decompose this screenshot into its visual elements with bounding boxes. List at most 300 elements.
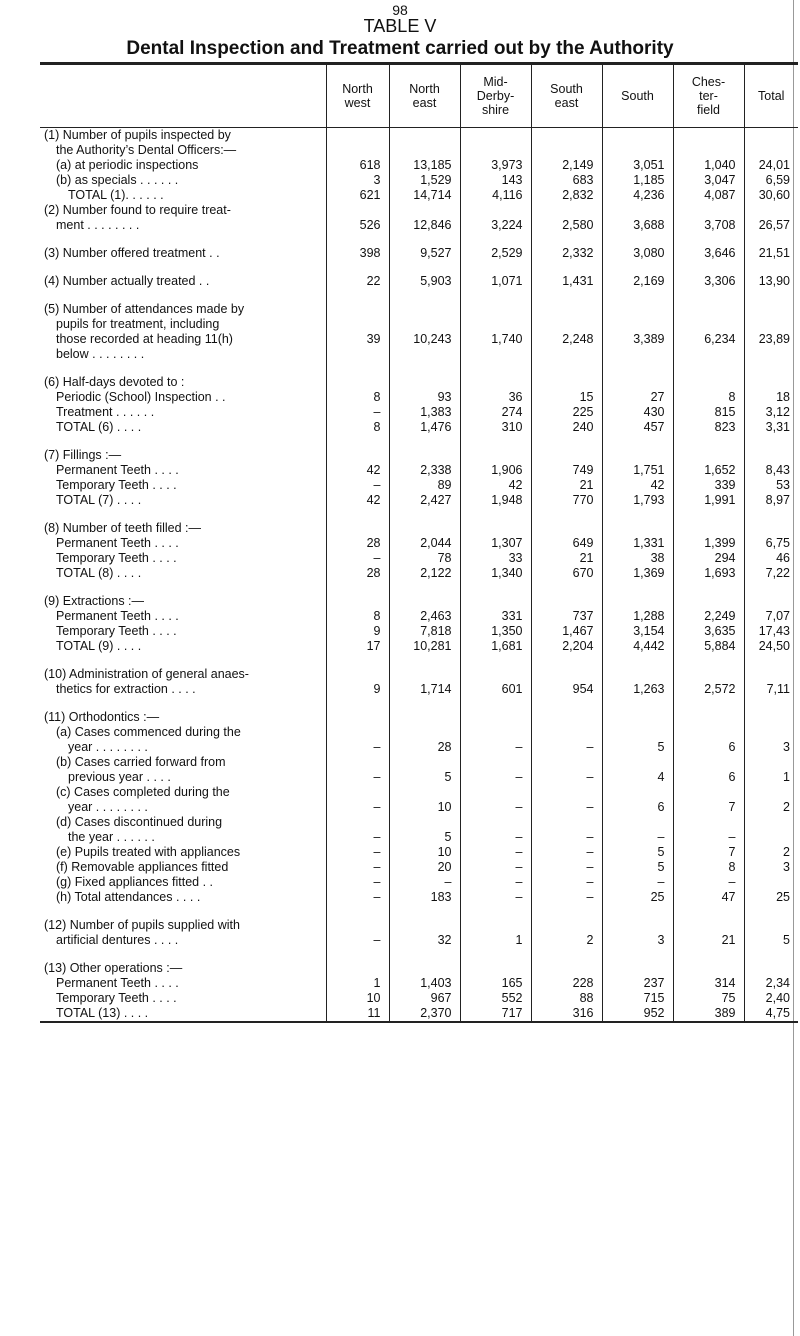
cell-value: 1,467 (562, 624, 594, 638)
row-label-line: (e) Pupils treated with appliances (56, 845, 241, 859)
col-header (389, 64, 460, 128)
cell-value: – (586, 875, 594, 889)
cell-value (603, 203, 665, 218)
cell-value (532, 128, 594, 143)
cell-value: 143 (501, 173, 523, 187)
value-cell (460, 697, 531, 905)
cell-value (745, 347, 791, 362)
value-cell (744, 697, 798, 905)
cell-value: 1,403 (420, 976, 452, 990)
col-header-line: east (554, 96, 579, 110)
cell-value: 952 (643, 1006, 665, 1020)
cell-value: – (373, 800, 381, 814)
cell-value: 8,43 (765, 463, 790, 477)
value-cell (389, 128, 460, 204)
cell-value (327, 302, 381, 317)
cell-value (532, 667, 594, 682)
cell-value: 2,169 (633, 274, 665, 288)
cell-value: 3,306 (704, 274, 736, 288)
cell-value: 28 (366, 536, 381, 550)
cell-value: – (728, 875, 736, 889)
value-cell (326, 508, 389, 581)
value-cell (389, 654, 460, 697)
cell-value (390, 375, 452, 390)
cell-value: 5 (657, 845, 665, 859)
cell-value (327, 594, 381, 609)
table-row (40, 289, 798, 362)
cell-value (674, 710, 736, 725)
cell-value: 3,646 (704, 246, 736, 260)
table-row (40, 128, 798, 204)
cell-value: 88 (579, 991, 594, 1005)
cell-value: 8 (728, 390, 736, 404)
value-cell (744, 362, 798, 435)
cell-value: 9 (373, 624, 381, 638)
cell-value: – (373, 845, 381, 859)
cell-value: 1,263 (633, 682, 665, 696)
value-cell (602, 581, 673, 654)
cell-value: 10 (437, 800, 452, 814)
value-cell (602, 948, 673, 1022)
value-cell (531, 233, 602, 261)
cell-value (603, 448, 665, 463)
cell-value: 1,307 (491, 536, 523, 550)
cell-value: 4,116 (492, 188, 523, 202)
cell-value: 1,681 (491, 639, 523, 653)
cell-value (461, 203, 523, 218)
cell-value: 398 (359, 246, 381, 260)
col-header (602, 64, 673, 128)
cell-value: 1,740 (491, 332, 523, 346)
dental-inspection-table (40, 62, 798, 1023)
cell-value: 618 (359, 158, 381, 172)
cell-value (327, 725, 381, 740)
value-cell (531, 128, 602, 204)
cell-value: 823 (714, 420, 736, 434)
row-label-line: (5) Number of attendances made by (44, 302, 245, 316)
cell-value: 715 (643, 991, 665, 1005)
row-label-line: Permanent Teeth . . . . (56, 609, 179, 623)
cell-value: – (515, 845, 523, 859)
cell-value (327, 815, 381, 830)
cell-value: 3,389 (633, 332, 665, 346)
cell-value: 1 (515, 933, 523, 947)
cell-value: 75 (721, 991, 736, 1005)
cell-value: – (515, 890, 523, 904)
col-header-line: Ches- (691, 75, 726, 89)
row-label-line: (a) Cases commenced during the (56, 725, 241, 739)
cell-value (390, 347, 452, 362)
cell-value: – (515, 875, 523, 889)
row-label-line: Periodic (School) Inspection . . (56, 390, 226, 404)
cell-value: 4,442 (633, 639, 665, 653)
cell-value: 1,991 (704, 493, 736, 507)
cell-value (461, 448, 523, 463)
value-cell (460, 508, 531, 581)
col-header-line: Total (758, 89, 785, 103)
cell-value: – (373, 740, 381, 754)
row-label-line: (9) Extractions :— (44, 594, 145, 608)
cell-value: – (586, 845, 594, 859)
cell-value: 46 (776, 551, 790, 565)
cell-value: 3 (783, 860, 790, 874)
cell-value (532, 755, 594, 770)
cell-value: 5 (444, 830, 452, 844)
value-cell (531, 362, 602, 435)
cell-value (674, 375, 736, 390)
value-cell (326, 654, 389, 697)
cell-value: 683 (572, 173, 594, 187)
value-cell (389, 289, 460, 362)
value-cell (602, 697, 673, 905)
cell-value: 339 (714, 478, 736, 492)
cell-value: 1 (373, 976, 381, 990)
row-label-line: TOTAL (1). . . . . . (68, 188, 164, 202)
cell-value: 2,248 (562, 332, 594, 346)
cell-value (327, 755, 381, 770)
cell-value (674, 725, 736, 740)
cell-value: 670 (572, 566, 594, 580)
cell-value: 3,708 (704, 218, 736, 232)
cell-value (603, 375, 665, 390)
value-cell (744, 233, 798, 261)
value-cell (744, 508, 798, 581)
cell-value: 6,59 (765, 173, 790, 187)
cell-value: 89 (437, 478, 452, 492)
cell-value: 1,399 (704, 536, 736, 550)
cell-value (674, 317, 736, 332)
row-label-line: (2) Number found to require treat- (44, 203, 231, 217)
row-label-line: artificial dentures . . . . (56, 933, 179, 947)
cell-value: 42 (366, 463, 381, 477)
cell-value: 23,89 (758, 332, 790, 346)
cell-value: – (373, 770, 381, 784)
cell-value (532, 448, 594, 463)
cell-value (461, 143, 523, 158)
cell-value (745, 143, 791, 158)
value-cell (744, 261, 798, 289)
cell-value: – (373, 830, 381, 844)
cell-value (674, 128, 736, 143)
cell-value (745, 317, 791, 332)
value-cell (389, 233, 460, 261)
cell-value: 737 (572, 609, 594, 623)
value-cell (460, 905, 531, 948)
row-label-line: Temporary Teeth . . . . (56, 551, 177, 565)
cell-value: 8 (373, 609, 381, 623)
cell-value: 10,281 (413, 639, 452, 653)
cell-value: 225 (572, 405, 594, 419)
cell-value (461, 317, 523, 332)
cell-value: 38 (650, 551, 665, 565)
cell-value (745, 128, 791, 143)
row-label-line: (h) Total attendances . . . . (56, 890, 201, 904)
cell-value: 13,185 (413, 158, 452, 172)
cell-value: 22 (366, 274, 381, 288)
cell-value: 2,338 (420, 463, 452, 477)
cell-value (532, 143, 594, 158)
value-cell (602, 203, 673, 233)
row-label-line: pupils for treatment, including (56, 317, 220, 331)
value-cell (326, 289, 389, 362)
table-row (40, 233, 798, 261)
row-label-line: (6) Half-days devoted to : (44, 375, 185, 389)
value-cell (744, 289, 798, 362)
cell-value (390, 710, 452, 725)
row-label-line: (4) Number actually treated . . (44, 274, 210, 288)
col-header (326, 64, 389, 128)
row-label-line: (f) Removable appliances fitted (56, 860, 229, 874)
value-cell (460, 203, 531, 233)
row-label-line: those recorded at heading 11(h) (56, 332, 233, 346)
cell-value: 649 (572, 536, 594, 550)
cell-value: – (515, 830, 523, 844)
cell-value (745, 302, 791, 317)
value-cell (531, 508, 602, 581)
cell-value: 42 (366, 493, 381, 507)
cell-value (674, 521, 736, 536)
row-label-line: previous year . . . . (68, 770, 171, 784)
cell-value (390, 317, 452, 332)
cell-value (461, 725, 523, 740)
cell-value: 12,846 (413, 218, 452, 232)
value-cell (389, 261, 460, 289)
cell-value: 1,751 (633, 463, 665, 477)
cell-value (461, 710, 523, 725)
row-label-line: (11) Orthodontics :— (44, 710, 160, 724)
table-row (40, 508, 798, 581)
cell-value (745, 594, 791, 609)
cell-value: 815 (714, 405, 736, 419)
cell-value: 7,07 (765, 609, 790, 623)
cell-value (603, 785, 665, 800)
cell-value: 954 (572, 682, 594, 696)
cell-value (461, 961, 523, 976)
cell-value (532, 521, 594, 536)
cell-value: 2,427 (420, 493, 452, 507)
cell-value: 8 (373, 390, 381, 404)
cell-value: 240 (572, 420, 594, 434)
row-label-line: (a) at periodic inspections (56, 158, 199, 172)
cell-value: 2,204 (562, 639, 594, 653)
cell-value: 274 (501, 405, 523, 419)
cell-value (532, 203, 594, 218)
row-label (40, 905, 326, 948)
cell-value (390, 143, 452, 158)
cell-value: – (586, 890, 594, 904)
value-cell (389, 905, 460, 948)
cell-value (532, 594, 594, 609)
value-cell (460, 654, 531, 697)
col-header-line: east (412, 96, 437, 110)
col-header (673, 64, 744, 128)
table-row (40, 203, 798, 233)
cell-value: 8,97 (765, 493, 790, 507)
value-cell (744, 654, 798, 697)
row-label-line: (b) as specials . . . . . . (56, 173, 179, 187)
cell-value: 2 (783, 800, 790, 814)
table-row (40, 948, 798, 1022)
col-header-line: field (697, 103, 720, 117)
cell-value (327, 203, 381, 218)
cell-value: 1,288 (633, 609, 665, 623)
value-cell (326, 581, 389, 654)
cell-value: – (728, 830, 736, 844)
cell-value: 5 (657, 860, 665, 874)
cell-value: 5,903 (420, 274, 452, 288)
cell-value: 24,50 (758, 639, 790, 653)
cell-value: 1,714 (420, 682, 452, 696)
cell-value (327, 375, 381, 390)
value-cell (326, 233, 389, 261)
cell-value (745, 203, 791, 218)
cell-value: 7 (728, 800, 736, 814)
col-header-line: Mid- (483, 75, 508, 89)
cell-value (532, 785, 594, 800)
cell-value: – (373, 860, 381, 874)
cell-value (745, 875, 791, 890)
row-label-line: year . . . . . . . . (68, 740, 148, 754)
col-header-line: South (621, 89, 654, 103)
cell-value: 24,01 (758, 158, 790, 172)
cell-value (390, 785, 452, 800)
cell-value (532, 710, 594, 725)
cell-value (745, 710, 791, 725)
cell-value: 3 (783, 740, 790, 754)
cell-value (327, 128, 381, 143)
cell-value (461, 667, 523, 682)
row-label-line: (b) Cases carried forward from (56, 755, 226, 769)
cell-value (532, 918, 594, 933)
cell-value: 3,224 (491, 218, 523, 232)
cell-value (532, 317, 594, 332)
cell-value: 310 (501, 420, 523, 434)
cell-value: 2,249 (704, 609, 736, 623)
value-cell (326, 362, 389, 435)
value-cell (602, 128, 673, 204)
cell-value: 17 (366, 639, 381, 653)
cell-value (603, 521, 665, 536)
table-row (40, 261, 798, 289)
cell-value (674, 302, 736, 317)
cell-value (390, 755, 452, 770)
cell-value (745, 375, 791, 390)
cell-value: 314 (714, 976, 736, 990)
row-label-line: (10) Administration of general anaes- (44, 667, 249, 681)
row-label (40, 362, 326, 435)
cell-value: 457 (643, 420, 665, 434)
cell-value: 26,57 (758, 218, 790, 232)
cell-value: 2,149 (562, 158, 594, 172)
cell-value (745, 918, 791, 933)
value-cell (744, 435, 798, 508)
row-label-line: Permanent Teeth . . . . (56, 536, 179, 550)
cell-value (674, 918, 736, 933)
cell-value: 6 (728, 770, 736, 784)
value-cell (673, 261, 744, 289)
cell-value (327, 667, 381, 682)
cell-value (745, 830, 791, 845)
cell-value: 5 (657, 740, 665, 754)
cell-value: 3,635 (704, 624, 736, 638)
cell-value: – (586, 800, 594, 814)
col-header-line: North (342, 82, 373, 96)
value-cell (673, 233, 744, 261)
cell-value: 430 (643, 405, 665, 419)
row-label (40, 203, 326, 233)
cell-value: 3,051 (633, 158, 665, 172)
cell-value (603, 594, 665, 609)
cell-value: 18 (776, 390, 790, 404)
cell-value: 42 (650, 478, 665, 492)
value-cell (531, 203, 602, 233)
value-cell (531, 905, 602, 948)
col-header-line: Derby- (476, 89, 515, 103)
cell-value: 1 (783, 770, 790, 784)
cell-value: 4 (657, 770, 665, 784)
value-cell (460, 948, 531, 1022)
cell-value (745, 667, 791, 682)
cell-value (674, 143, 736, 158)
cell-value (603, 317, 665, 332)
cell-value: 1,906 (491, 463, 523, 477)
cell-value (327, 785, 381, 800)
cell-value: 2,463 (420, 609, 452, 623)
value-cell (389, 203, 460, 233)
cell-value: 3,688 (633, 218, 665, 232)
cell-value (327, 710, 381, 725)
cell-value: 10,243 (413, 332, 452, 346)
col-header-line: west (344, 96, 371, 110)
cell-value: – (515, 800, 523, 814)
cell-value (461, 785, 523, 800)
cell-value (745, 815, 791, 830)
cell-value: 3,12 (765, 405, 790, 419)
page-number: 98 (392, 2, 408, 18)
cell-value: 601 (501, 682, 523, 696)
cell-value (461, 375, 523, 390)
cell-value: – (444, 875, 452, 889)
cell-value: – (373, 478, 381, 492)
cell-value: – (373, 875, 381, 889)
cell-value (390, 918, 452, 933)
row-label-line: ment . . . . . . . . (56, 218, 140, 232)
cell-value (461, 594, 523, 609)
cell-value: 25 (776, 890, 790, 904)
row-label (40, 233, 326, 261)
value-cell (460, 289, 531, 362)
value-cell (673, 581, 744, 654)
value-cell (673, 435, 744, 508)
cell-value: 1,040 (704, 158, 736, 172)
value-cell (460, 261, 531, 289)
row-label-line: thetics for extraction . . . . (56, 682, 196, 696)
cell-value (461, 918, 523, 933)
cell-value (603, 815, 665, 830)
value-cell (460, 581, 531, 654)
cell-value: 3 (657, 933, 665, 947)
cell-value: 526 (359, 218, 381, 232)
cell-value: 4,087 (704, 188, 736, 202)
row-label-line: (g) Fixed appliances fitted . . (56, 875, 214, 889)
row-label (40, 697, 326, 905)
row-label (40, 261, 326, 289)
cell-value: 4,236 (633, 188, 665, 202)
cell-value: 1,350 (491, 624, 523, 638)
value-cell (673, 508, 744, 581)
value-cell (673, 203, 744, 233)
table-label: TABLE V (363, 16, 437, 36)
